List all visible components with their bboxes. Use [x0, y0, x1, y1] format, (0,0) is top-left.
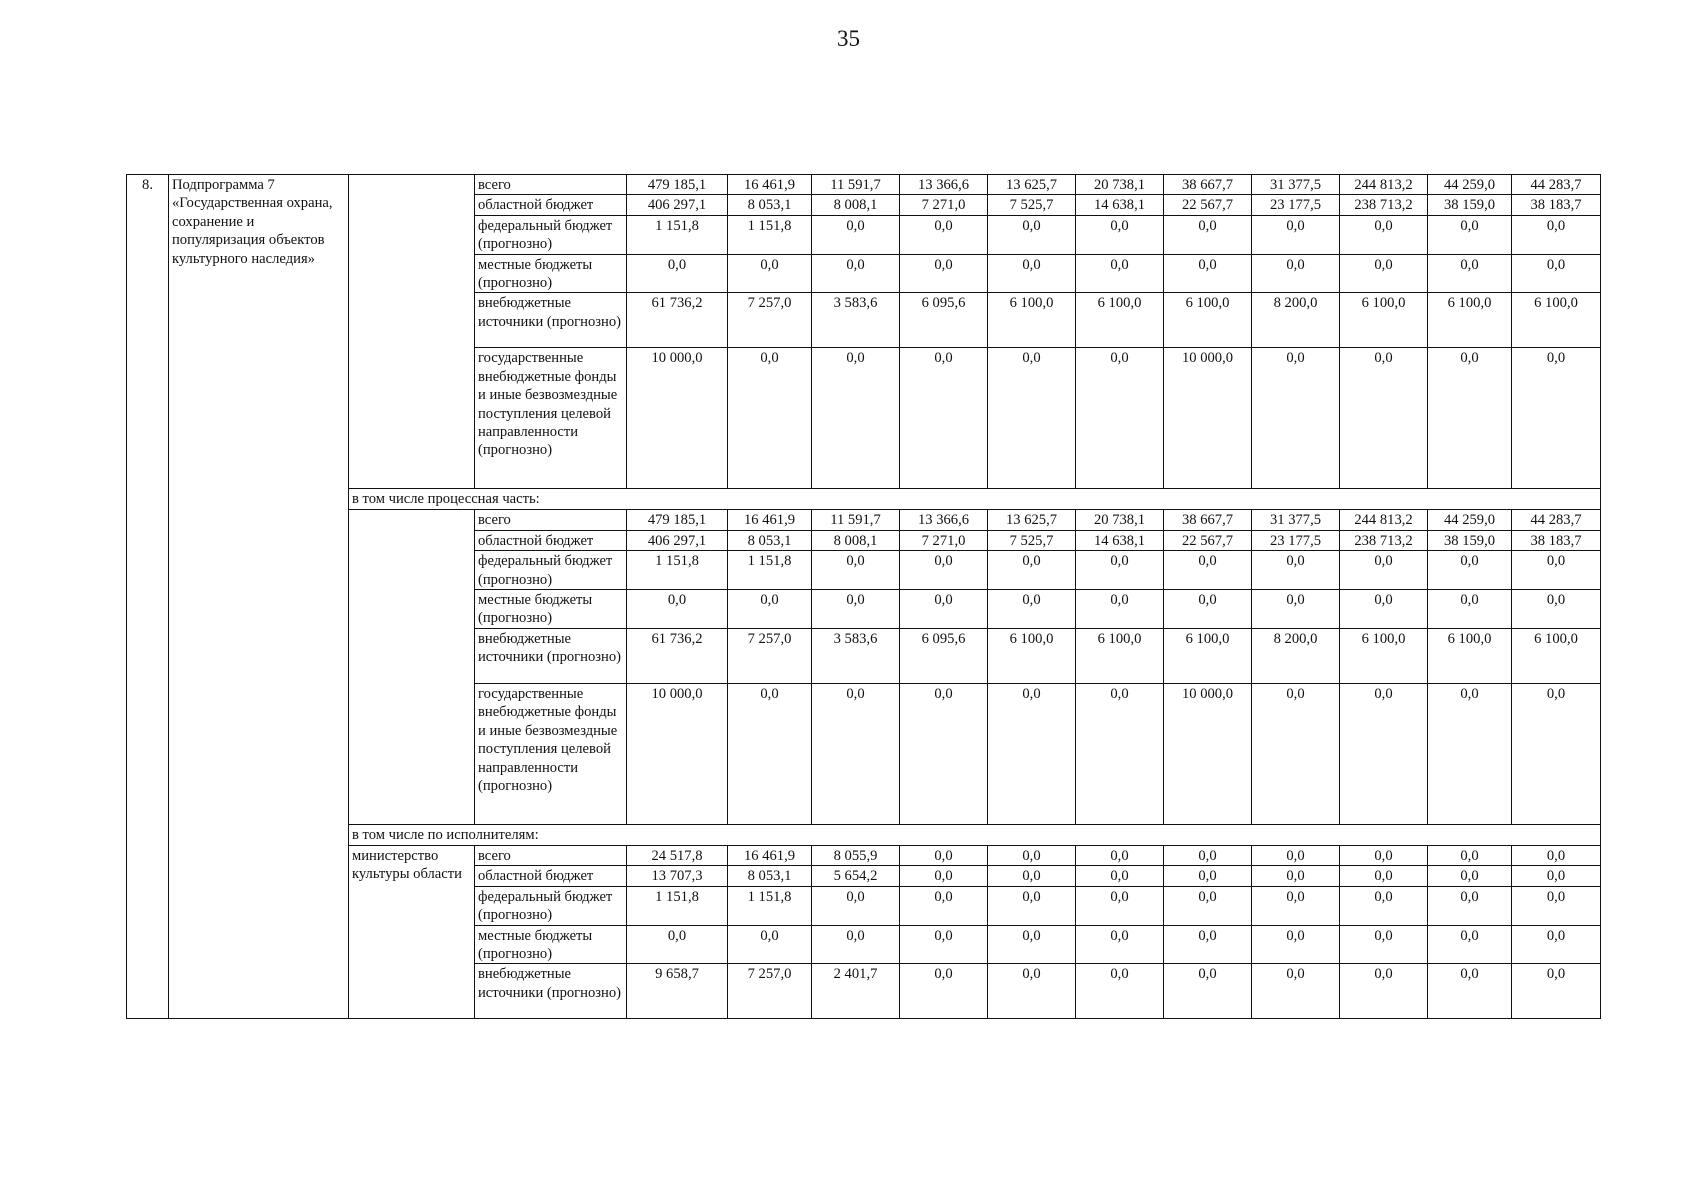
amount-cell: 0,0 — [1076, 845, 1164, 865]
amount-cell: 8 008,1 — [812, 195, 900, 215]
amount-cell: 6 100,0 — [1076, 293, 1164, 348]
amount-cell: 6 100,0 — [1340, 628, 1428, 683]
amount-cell: 1 151,8 — [728, 215, 812, 254]
amount-cell: 0,0 — [728, 254, 812, 293]
amount-cell: 14 638,1 — [1076, 530, 1164, 550]
amount-cell: 0,0 — [1512, 348, 1601, 489]
amount-cell: 0,0 — [1512, 964, 1601, 1019]
amount-cell: 7 525,7 — [988, 530, 1076, 550]
amount-cell: 0,0 — [1076, 215, 1164, 254]
table-row — [127, 845, 1601, 865]
amount-cell: 1 151,8 — [627, 215, 728, 254]
amount-cell: 0,0 — [1512, 886, 1601, 925]
amount-cell: 13 625,7 — [988, 510, 1076, 530]
section-heading-row — [127, 489, 1601, 510]
amount-cell: 10 000,0 — [1164, 348, 1252, 489]
amount-cell: 8 053,1 — [728, 195, 812, 215]
amount-cell: 11 591,7 — [812, 510, 900, 530]
amount-cell: 0,0 — [1340, 551, 1428, 590]
amount-cell: 16 461,9 — [728, 845, 812, 865]
amount-cell: 38 159,0 — [1428, 530, 1512, 550]
funding-source: местные бюджеты (прогнозно) — [475, 925, 627, 964]
amount-cell: 6 100,0 — [988, 628, 1076, 683]
amount-cell: 0,0 — [1340, 886, 1428, 925]
amount-cell: 6 100,0 — [1164, 628, 1252, 683]
funding-source: внебюджетные источники (прогнозно) — [475, 293, 627, 348]
amount-cell: 38 667,7 — [1164, 510, 1252, 530]
amount-cell: 0,0 — [1164, 551, 1252, 590]
amount-cell: 0,0 — [1252, 845, 1340, 865]
amount-cell: 0,0 — [728, 348, 812, 489]
amount-cell: 0,0 — [1428, 845, 1512, 865]
amount-cell: 238 713,2 — [1340, 195, 1428, 215]
amount-cell: 3 583,6 — [812, 628, 900, 683]
amount-cell: 23 177,5 — [1252, 530, 1340, 550]
amount-cell: 7 257,0 — [728, 293, 812, 348]
amount-cell: 0,0 — [1428, 886, 1512, 925]
funding-source: федеральный бюджет (прогнозно) — [475, 551, 627, 590]
amount-cell: 0,0 — [1340, 215, 1428, 254]
amount-cell: 0,0 — [1164, 845, 1252, 865]
amount-cell: 0,0 — [1164, 886, 1252, 925]
amount-cell: 7 257,0 — [728, 964, 812, 1019]
amount-cell: 0,0 — [1252, 683, 1340, 824]
amount-cell: 6 100,0 — [988, 293, 1076, 348]
amount-cell: 10 000,0 — [627, 683, 728, 824]
amount-cell: 0,0 — [728, 683, 812, 824]
program-name: Подпрограмма 7 «Государственная охрана, сохранение и популяризация объектов культурного наследия» — [169, 175, 349, 1019]
amount-cell: 0,0 — [1340, 683, 1428, 824]
amount-cell: 8 055,9 — [812, 845, 900, 865]
amount-cell: 0,0 — [900, 845, 988, 865]
budget-table — [126, 174, 1601, 1019]
amount-cell: 0,0 — [1076, 551, 1164, 590]
amount-cell: 0,0 — [812, 551, 900, 590]
amount-cell: 0,0 — [1164, 590, 1252, 629]
amount-cell: 0,0 — [1076, 964, 1164, 1019]
amount-cell: 6 095,6 — [900, 628, 988, 683]
funding-source: местные бюджеты (прогнозно) — [475, 590, 627, 629]
amount-cell: 3 583,6 — [812, 293, 900, 348]
amount-cell: 0,0 — [1164, 254, 1252, 293]
amount-cell: 0,0 — [988, 845, 1076, 865]
executor-cell: министерство культуры области — [349, 845, 475, 1018]
amount-cell: 0,0 — [1512, 590, 1601, 629]
funding-source: областной бюджет — [475, 530, 627, 550]
funding-source: государственные внебюджетные фонды и иные безвозмездные поступления целевой направленности (прогнозно) — [475, 348, 627, 489]
section-heading-row — [127, 824, 1601, 845]
amount-cell: 0,0 — [1512, 866, 1601, 886]
amount-cell: 6 100,0 — [1164, 293, 1252, 348]
amount-cell: 0,0 — [1164, 925, 1252, 964]
amount-cell: 0,0 — [1252, 964, 1340, 1019]
amount-cell: 10 000,0 — [627, 348, 728, 489]
amount-cell: 0,0 — [627, 254, 728, 293]
amount-cell: 8 053,1 — [728, 530, 812, 550]
amount-cell: 0,0 — [900, 925, 988, 964]
amount-cell: 13 707,3 — [627, 866, 728, 886]
amount-cell: 0,0 — [1164, 215, 1252, 254]
amount-cell: 0,0 — [1340, 964, 1428, 1019]
amount-cell: 0,0 — [900, 254, 988, 293]
amount-cell: 0,0 — [812, 348, 900, 489]
amount-cell: 20 738,1 — [1076, 175, 1164, 195]
amount-cell: 0,0 — [988, 215, 1076, 254]
amount-cell: 0,0 — [812, 925, 900, 964]
amount-cell: 0,0 — [1252, 590, 1340, 629]
amount-cell: 0,0 — [988, 866, 1076, 886]
amount-cell: 0,0 — [1512, 845, 1601, 865]
amount-cell: 13 366,6 — [900, 510, 988, 530]
amount-cell: 0,0 — [900, 886, 988, 925]
amount-cell: 244 813,2 — [1340, 510, 1428, 530]
amount-cell: 38 183,7 — [1512, 195, 1601, 215]
amount-cell: 61 736,2 — [627, 628, 728, 683]
amount-cell: 0,0 — [988, 348, 1076, 489]
amount-cell: 44 259,0 — [1428, 175, 1512, 195]
amount-cell: 22 567,7 — [1164, 530, 1252, 550]
amount-cell: 0,0 — [1428, 964, 1512, 1019]
amount-cell: 0,0 — [1512, 254, 1601, 293]
funding-source: всего — [475, 510, 627, 530]
amount-cell: 0,0 — [1428, 925, 1512, 964]
amount-cell: 16 461,9 — [728, 175, 812, 195]
amount-cell: 20 738,1 — [1076, 510, 1164, 530]
amount-cell: 0,0 — [1252, 348, 1340, 489]
amount-cell: 0,0 — [1164, 866, 1252, 886]
amount-cell: 0,0 — [900, 348, 988, 489]
amount-cell: 0,0 — [1076, 683, 1164, 824]
amount-cell: 13 625,7 — [988, 175, 1076, 195]
amount-cell: 22 567,7 — [1164, 195, 1252, 215]
page-number: 35 — [837, 26, 860, 51]
amount-cell: 0,0 — [1512, 551, 1601, 590]
amount-cell: 0,0 — [1164, 964, 1252, 1019]
amount-cell: 14 638,1 — [1076, 195, 1164, 215]
amount-cell: 0,0 — [1076, 886, 1164, 925]
amount-cell: 1 151,8 — [728, 551, 812, 590]
amount-cell: 0,0 — [1252, 215, 1340, 254]
amount-cell: 0,0 — [627, 925, 728, 964]
amount-cell: 0,0 — [627, 590, 728, 629]
amount-cell: 0,0 — [900, 551, 988, 590]
amount-cell: 44 283,7 — [1512, 510, 1601, 530]
amount-cell: 0,0 — [1340, 590, 1428, 629]
amount-cell: 0,0 — [1252, 866, 1340, 886]
amount-cell: 0,0 — [1428, 254, 1512, 293]
amount-cell: 6 100,0 — [1428, 628, 1512, 683]
amount-cell: 7 271,0 — [900, 530, 988, 550]
amount-cell: 7 271,0 — [900, 195, 988, 215]
section-heading: в том числе по исполнителям: — [349, 824, 1601, 845]
amount-cell: 0,0 — [988, 964, 1076, 1019]
amount-cell: 0,0 — [1340, 845, 1428, 865]
amount-cell: 8 200,0 — [1252, 293, 1340, 348]
amount-cell: 31 377,5 — [1252, 175, 1340, 195]
amount-cell: 0,0 — [900, 866, 988, 886]
amount-cell: 0,0 — [1076, 866, 1164, 886]
amount-cell: 44 283,7 — [1512, 175, 1601, 195]
funding-source: областной бюджет — [475, 195, 627, 215]
amount-cell: 1 151,8 — [627, 886, 728, 925]
amount-cell: 0,0 — [988, 683, 1076, 824]
amount-cell: 0,0 — [812, 886, 900, 925]
amount-cell: 479 185,1 — [627, 175, 728, 195]
amount-cell: 0,0 — [1428, 215, 1512, 254]
amount-cell: 0,0 — [988, 590, 1076, 629]
amount-cell: 0,0 — [1076, 925, 1164, 964]
amount-cell: 13 366,6 — [900, 175, 988, 195]
amount-cell: 0,0 — [812, 254, 900, 293]
executor-cell — [349, 510, 475, 824]
amount-cell: 0,0 — [1428, 590, 1512, 629]
section-heading: в том числе процессная часть: — [349, 489, 1601, 510]
amount-cell: 16 461,9 — [728, 510, 812, 530]
amount-cell: 406 297,1 — [627, 195, 728, 215]
amount-cell: 5 654,2 — [812, 866, 900, 886]
funding-source: всего — [475, 175, 627, 195]
amount-cell: 0,0 — [1252, 254, 1340, 293]
amount-cell: 0,0 — [812, 215, 900, 254]
amount-cell: 0,0 — [900, 683, 988, 824]
amount-cell: 244 813,2 — [1340, 175, 1428, 195]
executor-cell — [349, 175, 475, 489]
amount-cell: 23 177,5 — [1252, 195, 1340, 215]
amount-cell: 0,0 — [1340, 925, 1428, 964]
amount-cell: 0,0 — [988, 925, 1076, 964]
amount-cell: 0,0 — [1252, 925, 1340, 964]
amount-cell: 7 525,7 — [988, 195, 1076, 215]
amount-cell: 8 008,1 — [812, 530, 900, 550]
amount-cell: 0,0 — [1512, 925, 1601, 964]
amount-cell: 0,0 — [1512, 215, 1601, 254]
amount-cell: 0,0 — [988, 886, 1076, 925]
funding-source: всего — [475, 845, 627, 865]
funding-source: областной бюджет — [475, 866, 627, 886]
amount-cell: 0,0 — [1428, 551, 1512, 590]
amount-cell: 0,0 — [1076, 348, 1164, 489]
amount-cell: 61 736,2 — [627, 293, 728, 348]
amount-cell: 0,0 — [1512, 683, 1601, 824]
amount-cell: 0,0 — [1252, 886, 1340, 925]
amount-cell: 6 100,0 — [1512, 293, 1601, 348]
amount-cell: 38 183,7 — [1512, 530, 1601, 550]
amount-cell: 6 100,0 — [1076, 628, 1164, 683]
amount-cell: 1 151,8 — [728, 886, 812, 925]
amount-cell: 6 100,0 — [1428, 293, 1512, 348]
amount-cell: 0,0 — [812, 683, 900, 824]
amount-cell: 7 257,0 — [728, 628, 812, 683]
table-row — [127, 510, 1601, 530]
amount-cell: 38 667,7 — [1164, 175, 1252, 195]
amount-cell: 8 053,1 — [728, 866, 812, 886]
amount-cell: 11 591,7 — [812, 175, 900, 195]
amount-cell: 0,0 — [1340, 866, 1428, 886]
amount-cell: 0,0 — [1340, 348, 1428, 489]
amount-cell: 0,0 — [1428, 866, 1512, 886]
amount-cell: 2 401,7 — [812, 964, 900, 1019]
funding-source: внебюджетные источники (прогнозно) — [475, 964, 627, 1019]
amount-cell: 0,0 — [900, 215, 988, 254]
amount-cell: 44 259,0 — [1428, 510, 1512, 530]
amount-cell: 0,0 — [1428, 348, 1512, 489]
amount-cell: 0,0 — [900, 964, 988, 1019]
amount-cell: 0,0 — [1076, 254, 1164, 293]
amount-cell: 6 100,0 — [1512, 628, 1601, 683]
funding-source: государственные внебюджетные фонды и иные безвозмездные поступления целевой направленности (прогнозно) — [475, 683, 627, 824]
amount-cell: 0,0 — [1252, 551, 1340, 590]
amount-cell: 10 000,0 — [1164, 683, 1252, 824]
amount-cell: 1 151,8 — [627, 551, 728, 590]
table-row — [127, 175, 1601, 195]
amount-cell: 406 297,1 — [627, 530, 728, 550]
amount-cell: 0,0 — [988, 254, 1076, 293]
funding-source: местные бюджеты (прогнозно) — [475, 254, 627, 293]
amount-cell: 8 200,0 — [1252, 628, 1340, 683]
amount-cell: 38 159,0 — [1428, 195, 1512, 215]
amount-cell: 238 713,2 — [1340, 530, 1428, 550]
amount-cell: 24 517,8 — [627, 845, 728, 865]
amount-cell: 0,0 — [1076, 590, 1164, 629]
amount-cell: 6 095,6 — [900, 293, 988, 348]
amount-cell: 0,0 — [812, 590, 900, 629]
amount-cell: 0,0 — [900, 590, 988, 629]
funding-source: федеральный бюджет (прогнозно) — [475, 886, 627, 925]
amount-cell: 0,0 — [1428, 683, 1512, 824]
funding-source: внебюджетные источники (прогнозно) — [475, 628, 627, 683]
amount-cell: 9 658,7 — [627, 964, 728, 1019]
amount-cell: 479 185,1 — [627, 510, 728, 530]
amount-cell: 6 100,0 — [1340, 293, 1428, 348]
funding-source: федеральный бюджет (прогнозно) — [475, 215, 627, 254]
amount-cell: 0,0 — [728, 590, 812, 629]
amount-cell: 0,0 — [728, 925, 812, 964]
amount-cell: 0,0 — [988, 551, 1076, 590]
row-number: 8. — [127, 175, 169, 1019]
amount-cell: 0,0 — [1340, 254, 1428, 293]
amount-cell: 31 377,5 — [1252, 510, 1340, 530]
